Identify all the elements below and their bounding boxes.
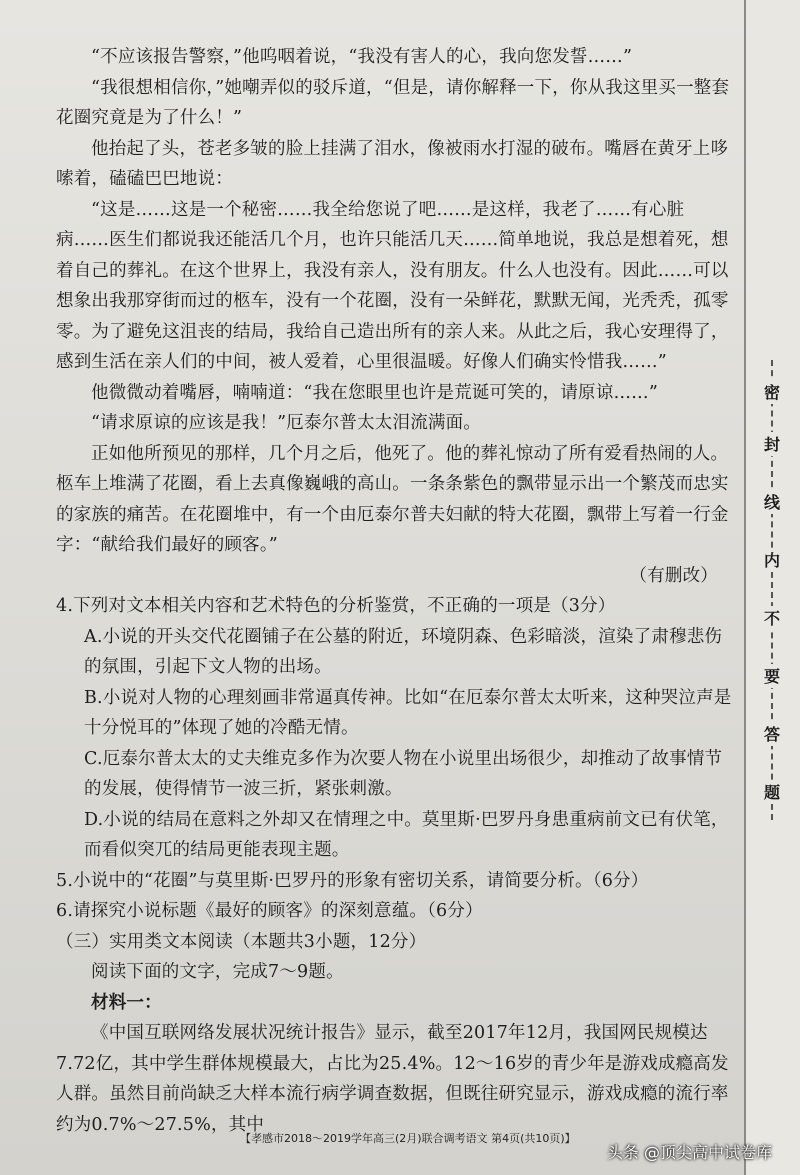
seal-char: 答 bbox=[756, 722, 788, 746]
seal-char: 内 bbox=[756, 548, 788, 572]
seal-char: 密 bbox=[756, 380, 788, 404]
passage-paragraph: “这是……这是一个秘密……我全给您说了吧……是这样，我老了……有心脏病……医生们都说我还能活几个月，也许只能活几天……简单地说，我总是想着死，想着自己的葬礼。在这个世界上，我没有亲人，没有朋友。什么人也没有。因此……可以想象出我那穿街而过的柩车，没有一个花圈，没有一朵鲜花，默默无闻，光秃秃，孤零零。为了避免这沮丧的结局，我给自己造出所有的亲人来。从此之后，我心安理得了，感到生活在亲人们的中间，被人爱着，心里很温暖。好像人们确实怜惜我……” bbox=[56, 199, 729, 372]
binding-margin bbox=[744, 0, 800, 1175]
seal-char: 封 bbox=[756, 432, 788, 456]
option-b: B.小说对人物的心理刻画非常逼真传神。比如“在厄泰尔普太太听来，这种哭泣声是十分悦耳的”体现了她的冷酷无情。 bbox=[84, 687, 732, 738]
passage-paragraph: 他抬起了头，苍老多皱的脸上挂满了泪水，像被雨水打湿的破布。嘴唇在黄牙上哆嗦着，磕磕巴巴地说： bbox=[56, 138, 729, 189]
source-note: （有删改） bbox=[629, 565, 718, 586]
passage-paragraph: “请求原谅的应该是我！”厄泰尔普太太泪流满面。 bbox=[91, 413, 481, 433]
watermark-text: 头条 @顶尖高中试卷库 bbox=[606, 1143, 772, 1162]
seal-char: 题 bbox=[756, 780, 788, 804]
material-label: 材料一： bbox=[91, 992, 162, 1013]
option-c: C.厄泰尔普太太的丈夫维克多作为次要人物在小说里出场很少，却推动了故事情节的发展，使得情节一波三折，紧张刺激。 bbox=[84, 748, 723, 799]
material-text: 《中国互联网络发展状况统计报告》显示，截至2017年12月，我国网民规模达7.72亿，其中学生群体规模最大，占比为25.4%。12～16岁的青少年是游戏成瘾高发人群。虽然目前尚缺乏大样本流行病学调查数据，但既往研究显示，游戏成瘾的流行率约为0.7%～27.5%，其中 bbox=[56, 1023, 729, 1135]
passage-paragraph: 他微微动着嘴唇，喃喃道：“我在您眼里也许是荒诞可笑的，请原谅……” bbox=[91, 382, 658, 403]
question-5: 5.小说中的“花圈”与莫里斯·巴罗丹的形象有密切关系，请简要分析。（6分） bbox=[56, 870, 649, 891]
seal-char: 线 bbox=[756, 490, 788, 514]
option-d: D.小说的结局在意料之外却又在情理之中。莫里斯·巴罗丹身患重病前文已有伏笔，而看似突兀的结局更能表现主题。 bbox=[84, 809, 729, 860]
passage-paragraph: 正如他所预见的那样，几个月之后，他死了。他的葬礼惊动了所有爱看热闹的人。柩车上堆满了花圈，看上去真像巍峨的高山。一条条紫色的飘带显示出一个繁茂而忠实的家族的痛苦。在花圈堆中，有一个由厄泰尔普夫妇献的特大花圈，飘带上写着一行金字：“献给我们最好的顾客。” bbox=[56, 443, 729, 555]
seal-dashed-line bbox=[771, 360, 775, 820]
question-4-stem: 4.下列对文本相关内容和艺术特色的分析鉴赏，不正确的一项是（3分） bbox=[56, 596, 616, 616]
section-3-heading: （三）实用类文本阅读（本题共3小题，12分） bbox=[56, 931, 427, 952]
passage-paragraph: “我很想相信你，”她嘲弄似的驳斥道，“但是，请你解释一下，你从我这里买一整套花圈究竟是为了什么！” bbox=[56, 77, 730, 128]
main-text-column bbox=[56, 42, 736, 1140]
option-a: A.小说的开头交代花圈铺子在公墓的附近，环境阴森、色彩暗淡，渲染了肃穆悲伤的氛围，引起下文人物的出场。 bbox=[84, 626, 723, 677]
seal-char: 不 bbox=[756, 606, 788, 630]
section-3-instruction: 阅读下面的文字，完成7～9题。 bbox=[91, 962, 344, 982]
seal-char: 要 bbox=[756, 664, 788, 688]
page-footer: 【孝感市2018～2019学年高三(2月)联合调考语文 第4页(共10页)】 bbox=[240, 1132, 576, 1145]
passage-paragraph: “不应该报告警察，”他呜咽着说，“我没有害人的心，我向您发誓……” bbox=[91, 47, 633, 67]
question-6: 6.请探究小说标题《最好的顾客》的深刻意蕴。（6分） bbox=[56, 901, 483, 921]
